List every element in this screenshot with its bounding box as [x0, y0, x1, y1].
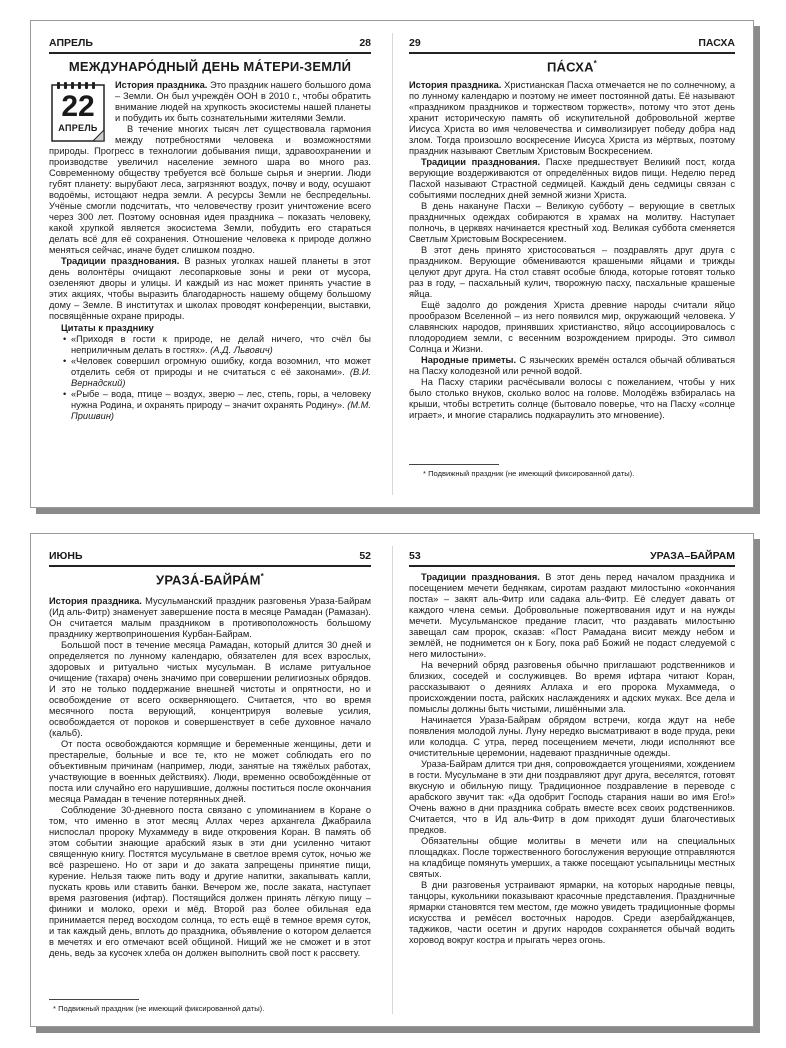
traditions-label: Традиции празднования.: [421, 572, 540, 582]
paragraph: [409, 355, 735, 377]
calendar-badge: [49, 81, 107, 143]
page-29: [401, 21, 753, 507]
article-body: [49, 596, 371, 959]
paragraph: [49, 256, 371, 322]
page-53: [401, 534, 753, 1026]
header-rule: [49, 565, 371, 567]
paragraph: От поста освобождаются кормящие и беременные женщины, дети и престарелые, больные и все те, кто не может соблюдать его по объективным причинам (например, люди, занятые на тяжёлых работах, участвующие в военных действиях). Люди, временно освобождённые от поста или случайно его нарушившие, должны поститься после окончания месяца Рамадан в течение потерянных дней.: [49, 739, 371, 804]
section-name: ПАСХА: [698, 37, 735, 49]
paragraph: [409, 572, 735, 660]
page-title: МЕЖДУНАРО́ДНЫЙ ДЕНЬ МА́ТЕРИ-ЗЕМЛИ́: [68, 59, 352, 74]
quote-author: (В.И. Вернадский): [71, 367, 371, 388]
quote-text: «Рыбе – вода, птице – воздух, зверю – лес, степь, горы, а человеку нужна Родина, и охранять природу – значит охранять Родину».: [71, 389, 371, 410]
traditions-text: Пасхе предшествует Великий пост, когда верующие воздерживаются от определённых видов пищи. Неделю перед Пасхой называют Страстной седмицей. Каждый день седмицы связан с событиями последних дней земной жизни Христа.: [409, 157, 735, 200]
paragraph: [49, 596, 371, 640]
paragraph: [409, 80, 735, 157]
paragraph: В течение многих тысяч лет существовала гармония между потребностями человека и возможностями природы. Прогресс в технологии добывания пищи, здравоохранении и производстве увеличил население земного шара во много раз. Современному обществу требуется всё больше сырья и энергии. Люди губят планету: вырубают леса, загрязняют воздух, почву и воду, осушают водоёмы, истощают недра земли. А ресурсы Земли не беспредельны. Учёные смогли подсчитать, что человечеству грозит уничтожение всего через 300 лет. Поэтому основная идея праздника – показать человеку, какой хрупкой является экосистема Земли, побудить его стараться делать всё для её сохранения. Отношение человека к природе должно меняться сейчас, иначе будет слишком поздно.: [49, 124, 371, 255]
quote-text: «Человек совершил огромную ошибку, когда возомнил, что может отделить себя от природы и не считаться с её законами».: [71, 356, 371, 377]
paragraph: В дни разговенья устраивают ярмарки, на которых народные певцы, танцоры, кукольники показывают красочные представления. Праздничные ярмарки становятся тем местом, где можно увидеть традиционные формы искусства и ремёсел восточных народов. Среди азербайджанцев, таджиков, части осетин и других народов сохраняется обычай водить хоровод вокруг костра и прыгать через огонь.: [409, 880, 735, 945]
page-title: [49, 572, 371, 587]
paragraph: На Пасху старики расчёсывали волосы с пожеланием, чтобы у них было столько внуков, сколько волос на голове. Молодёжь взбиралась на крыши, чтобы встретить солнце (бытовало поверье, что на Пасху «солнце играет», и многие старались подкараулить это мгновение).: [409, 377, 735, 420]
quote-author: (М.М. Пришвин): [71, 400, 371, 421]
footnote: * Подвижный праздник (не имеющий фиксированной даты).: [53, 1004, 265, 1013]
history-label: История праздника.: [409, 80, 502, 90]
gutter-divider: [392, 33, 393, 495]
paragraph: [409, 157, 735, 201]
running-header: [49, 33, 371, 49]
page-52: [31, 534, 383, 1026]
header-rule: [409, 52, 735, 54]
quote-item: [71, 334, 371, 356]
quote-text: «Приходя в гости к природе, не делай ничего, что счёл бы неприличным делать в гостях».: [71, 334, 371, 355]
running-header: [409, 546, 735, 562]
traditions-text: В этот день перед началом праздника и посещением мечети беднякам, сиротам раздают милостыню «окончания поста» – закят аль-Фитр или садака аль-Фитр. Её следует давать от каждого члена семьи. Добровольные пожертвования идут и на нужды мечети. Мусульманское предание гласит, что раздавать милостыню завещал сам пророк, сказав: «Пост Рамадана висит между небом и землёй, не поднимется он к Богу, пока раб Божий не подаст следуемой с него милостыни».: [409, 572, 735, 659]
footnote-mark: *: [260, 572, 264, 581]
title-text: УРАЗА́-БАЙРА́М: [156, 572, 261, 588]
footnote-mark: *: [593, 59, 597, 68]
article-body: [409, 572, 735, 946]
gutter-divider: [392, 546, 393, 1014]
calendar-day: 22: [61, 90, 95, 123]
spread-uraza-bayram: [30, 533, 754, 1027]
paragraph: Начинается Ураза-Байрам обрядом встречи, когда ждут на небе появления молодой луны. Луну нередко высматривают в воде пруда, реки или колодца. С утра, перед посещением мечети, люди исполняют все очистительные церемонии, надевают праздничные одежды.: [409, 715, 735, 758]
quote-item: [71, 389, 371, 422]
paragraph: Ураза-Байрам длится три дня, сопровождается угощениями, хождением в гости. Мусульмане в эти дни поздравляют друг друга, веселятся, готовят вкусную и обильную пищу. Традиционное поздравление в переводе с арабского звучит так: «Да одобрит Господь старания наши во имя Его!» Очень важно в дни праздника собрать вместе всех своих родственников. Считается, что в Ид аль-Фитр в дом приходят души благочестивых предков.: [409, 759, 735, 835]
paragraph: В день накануне Пасхи – Великую субботу – верующие в светлых праздничных одеждах собираются в храмах на молитву. Наступает полночь, в церквях начинается крестный ход. Великая суббота сменяется Светлым Христовым Воскресением.: [409, 201, 735, 244]
running-header: [49, 546, 371, 562]
history-label: История праздника.: [115, 80, 208, 90]
header-rule: [49, 52, 371, 54]
page-number: 28: [359, 37, 371, 49]
history-text: Христианская Пасха отмечается не по солнечному, а по лунному календарю и поэтому не имеет постоянной даты. Её называют «праздником праздников и торжеством торжеств», потому что этот день хранит историческую память об искупительной добровольной жертве Иисуса Христа во имя человечества и символизирует победу добра над злом. Тогда произошло воскресение Иисуса Христа из мёртвых, поэтому праздник называют Светлым Христовым Воскресением.: [409, 80, 735, 156]
page-number: 29: [409, 37, 421, 49]
page-28: [31, 21, 383, 507]
paragraph: Ещё задолго до рождения Христа древние народы считали яйцо прообразом Вселенной – из него появился мир, окружающий человека. У славянских народов, принявших христианство, яйцо ассоциировалось с плодородием земли, с весенним возрождением природы. Это символ Солнца и Жизни.: [409, 300, 735, 354]
spread-earth-day-easter: [30, 20, 754, 508]
history-label: История праздника.: [49, 596, 142, 606]
article-body: [409, 80, 735, 421]
footnote-rule: [49, 999, 139, 1000]
running-header: [409, 33, 735, 49]
page-title: [409, 59, 735, 74]
paragraph: Соблюдение 30-дневного поста связано с упоминанием в Коране о том, что именно в этот месяц Аллах через архангела Джабраила ниспослал пророку Мухаммеду в виде откровения Коран. В память об этом событии знающие арабский язык в эти дни усиленно читают священную книгу. Постятся мусульмане в светлое время суток, ночью же всё разрешено. Но от зари и до заката запрещены принятие пищи, курение. Нельзя также пить воду и другие напитки, закапывать капли, пускать кровь или ставить банки. Вечером же, после заката, наступает время разговения (ифтар). Постящийся должен принять лёгкую пищу – финики и молоко, орехи и мёд. Второй раз более обильная еда принимается перед восходом солнца, то есть ещё в темное время суток, и так каждый день, вплоть до праздника, объявление о котором делается в мечетях и его отмечают всей общиной. Нищий же не сможет и в этот день, ведь за кусочек хлеба он должен выполнить свой пост к рассвету.: [49, 805, 371, 958]
calendar-month: АПРЕЛЬ: [58, 123, 98, 133]
history-text: Мусульманский праздник разговенья Ураза-Байрам (Ид аль-Фитр) знаменует завершение поста в месяце Рамадан (Рамазан). Он считается малым праздником в противоположность большому празднику жертвоприношения Курбан-Байрам.: [49, 596, 371, 639]
signs-label: Народные приметы.: [421, 355, 517, 365]
article-body: [49, 80, 371, 422]
paragraph: На вечерний обряд разговенья обычно приглашают родственников и близких, соседей и сослуживцев. Во время ифтара читают Коран, рассказывают о деяниях Аллаха и его пророка Мухаммеда, о происхождении поста, райских наслаждениях и адских муках. Все дела и помыслы должны быть чистыми, лишёнными зла.: [409, 660, 735, 714]
history-text: Это праздник нашего большого дома – Земли. Он был учреждён ООН в 2010 г., чтобы обратить внимание людей на хрупкость экосистемы нашей планеты и побудить их быть сознательными жителями Земли.: [115, 80, 371, 123]
footnote: * Подвижный праздник (не имеющий фиксированной даты).: [423, 469, 635, 478]
quote-author: (А.Д. Львович): [210, 345, 273, 355]
quote-item: [71, 356, 371, 389]
signs-text: С языческих времён остался обычай обливаться на Пасху колодезной или речной водой.: [409, 355, 735, 376]
traditions-label: Традиции празднования.: [61, 256, 180, 266]
page-number: 52: [359, 550, 371, 562]
paragraph: В этот день принято христосоваться – поздравлять друг друга с праздником. Верующие обмениваются крашеными яйцами и трижды целуют друг друга. На стол ставят особые блюда, которые готовят только раз в году, – пасхальный кулич, творожную пасху, пасхальные крашеные яйца.: [409, 245, 735, 299]
paragraph: Обязательны общие молитвы в мечети или на специальных площадках. После торжественного богослужения верующие отправляются на кладбище помянуть умерших, а также посещают усыпальницы местных святых.: [409, 836, 735, 879]
section-name: УРАЗА–БАЙРАМ: [650, 550, 735, 562]
footnote-rule: [409, 464, 499, 465]
quotes-heading: Цитаты к празднику: [61, 323, 154, 333]
page-number: 53: [409, 550, 421, 562]
traditions-label: Традиции празднования.: [421, 157, 541, 167]
header-rule: [409, 565, 735, 567]
traditions-text: В разных уголках нашей планеты в этот день волонтёры очищают лесопарковые зоны и реки от мусора, озеленяют дворы и улицы. И каждый из нас может принять участие в этих акциях, чтобы выразить благодарность нашему общему большому дому – Земле. В институтах и школах проводят конференции, выставки, посвящённые охране природы.: [49, 256, 371, 321]
section-name: ИЮНЬ: [49, 550, 83, 562]
quotes-list: [49, 334, 371, 422]
paragraph: Большой пост в течение месяца Рамадан, который длится 30 дней и определяется по лунному календарю, обязателен для всех взрослых, здоровых и ритуально чистых мусульман. В исламе ритуальное очищение (тахара) очень значимо при совершении религиозных обрядов. И это не только поддержание внешней чистоты и опрятности, но и освобождение от всего оскверняющего. Считается, что во время месячного поста верующий, концентрируя волевые усилия, освобождается от пороков и совершенствует в себе духовное начало (кальб).: [49, 640, 371, 738]
section-name: АПРЕЛЬ: [49, 37, 93, 49]
title-text: ПА́СХА: [546, 59, 594, 75]
